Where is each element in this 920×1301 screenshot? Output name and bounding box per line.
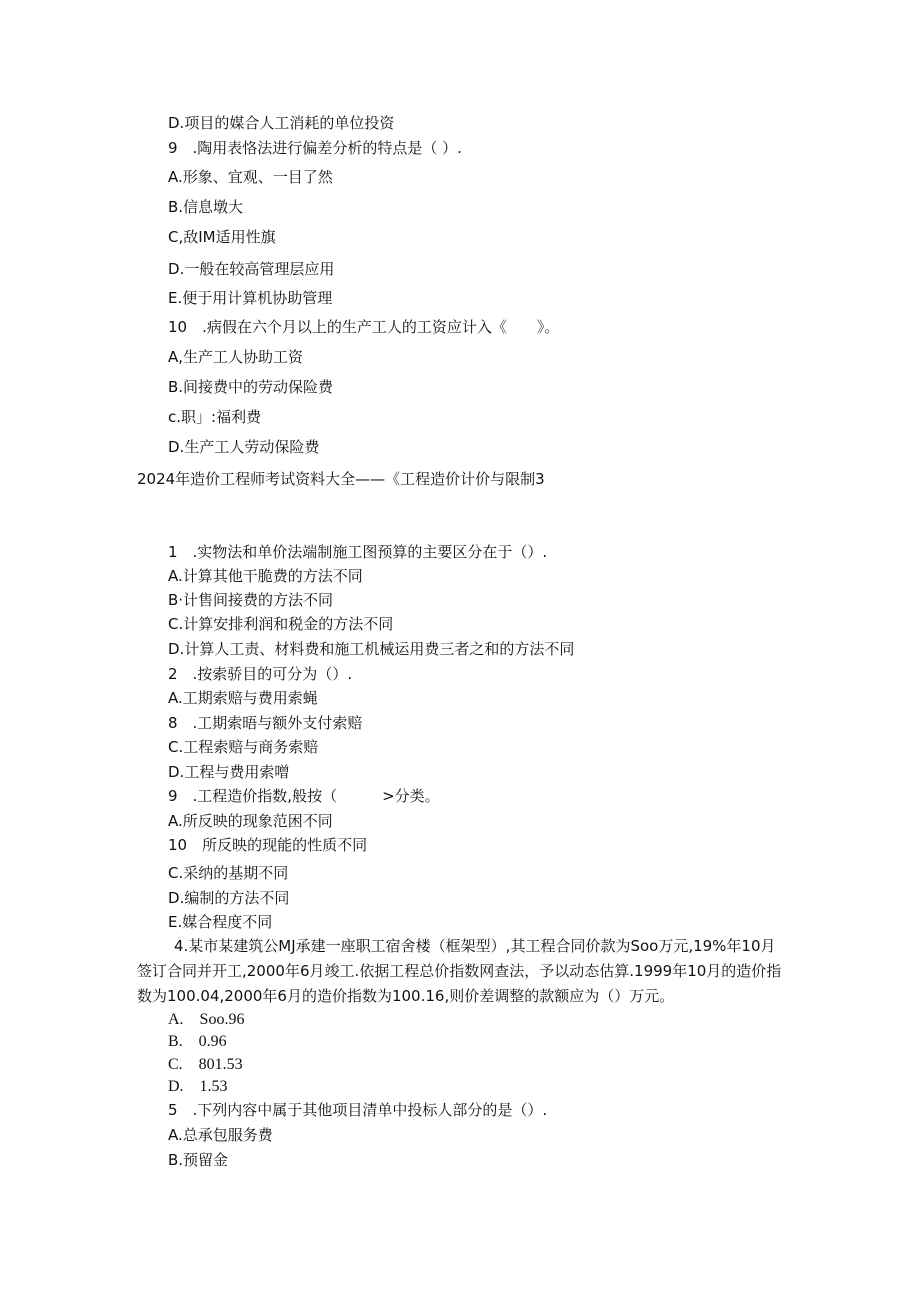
question-3-option-e: E.媒合程度不同 — [168, 913, 273, 931]
question-9: 9 .陶用表恪法进行偏差分析的特点是（ ）. — [168, 139, 462, 157]
question-3-option-a: A.所反映的现象范困不同 — [168, 812, 333, 830]
question-1-option-c: C.计算安排利润和税金的方法不同 — [168, 615, 394, 633]
question-4-option-b: B. 0.96 — [168, 1033, 227, 1050]
question-5-option-a: A.总承包服务费 — [168, 1126, 273, 1144]
question-2-option-a: A.工期索赔与费用索蝇 — [168, 689, 318, 707]
option-d-unit-investment: D.项目的媒合人工消耗的单位投资 — [168, 114, 395, 132]
question-3: 9 .工程造价指数,般按（ >分类。 — [168, 787, 440, 805]
question-10-option-c: c.职」:福利费 — [168, 408, 262, 426]
question-10-option-b: B.间接费中的劳动保险费 — [168, 378, 334, 396]
question-1: 1 .实物法和单价法端制施工图预算的主要区分在于（）. — [168, 543, 548, 561]
question-10: 10 .病假在六个月以上的生产工人的工资应计入《 》。 — [168, 318, 560, 336]
question-2-option-c: C.工程索赔与商务索赔 — [168, 738, 319, 756]
question-1-option-d: D.计算人工责、材料费和施工机械运用费三者之和的方法不同 — [168, 640, 575, 658]
question-5: 5 .下列内容中属于其他项目清单中投标人部分的是（）. — [168, 1101, 548, 1119]
question-9-option-e: E.便于用计算机协助管理 — [168, 289, 333, 307]
question-4-option-c: C. 801.53 — [168, 1056, 243, 1073]
question-4-option-d: D. 1.53 — [168, 1078, 228, 1095]
question-10-option-a: A,生产工人协助工资 — [168, 348, 304, 366]
question-4-line-1: 4.某市某建筑公MJ承建一座职工宿舍楼（框架型）,其工程合同价款为Soo万元,19%年10月 — [174, 937, 776, 955]
question-3-option-d: D.编制的方法不同 — [168, 889, 290, 907]
question-4-option-a: A. Soo.96 — [168, 1011, 245, 1028]
question-3-option-b: 10 所反映的现能的性质不同 — [168, 836, 368, 854]
section-title: 2024年造价工程师考试资料大全——《工程造价计价与限制3 — [137, 470, 545, 488]
question-9-option-c: C,敌IM适用性旗 — [168, 228, 276, 246]
question-2: 2 .按索骄目的可分为（）. — [168, 665, 353, 683]
question-9-option-b: B.信息墩大 — [168, 198, 244, 216]
question-3-option-c: C.采纳的基期不同 — [168, 864, 289, 882]
question-1-option-b: B·计售间接费的方法不同 — [168, 591, 334, 609]
question-4-line-3: 数为100.04,2000年6月的造价指数为100.16,则价差调整的款额应为（）万元。 — [137, 987, 675, 1005]
question-1-option-a: A.计算其他干脆费的方法不同 — [168, 567, 363, 585]
question-9-option-d: D.一般在较高管理层应用 — [168, 260, 335, 278]
question-4-line-2: 签订合同并开工,2000年6月竣工.依据工程总价指数网查法，予以动态估算.1999年10月的造价指 — [137, 962, 782, 980]
question-2-option-b: 8 .工期索晤与额外支付索赔 — [168, 714, 363, 732]
question-5-option-b: B.预留金 — [168, 1151, 229, 1169]
question-9-option-a: A.形象、宜观、一目了然 — [168, 168, 333, 186]
question-2-option-d: D.工程与费用索噌 — [168, 763, 290, 781]
question-10-option-d: D.生产工人劳动保险费 — [168, 438, 320, 456]
